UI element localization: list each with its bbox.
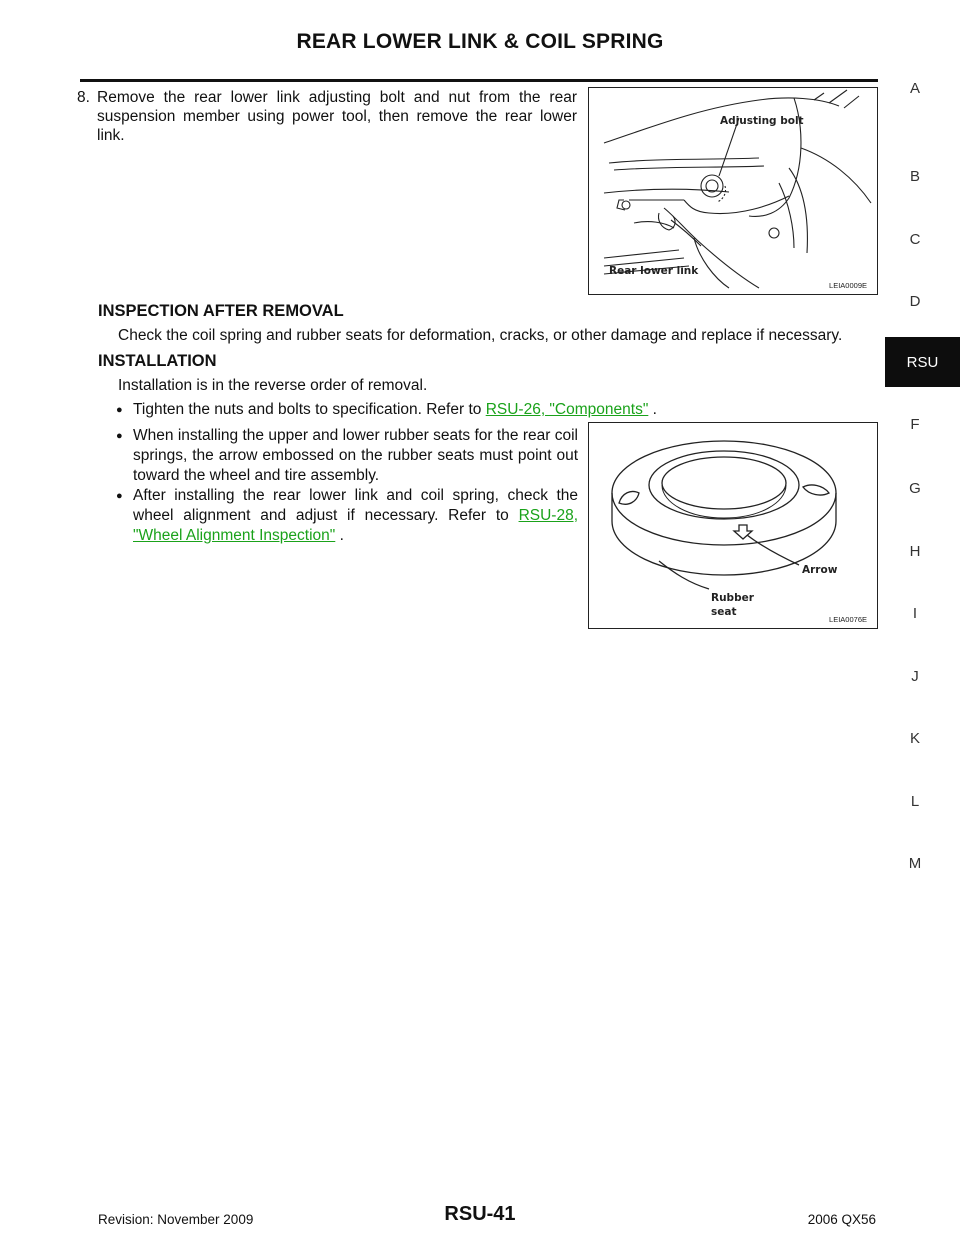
index-letter-a[interactable]: A — [909, 80, 920, 97]
link-rsu-28-wheel-alignment[interactable]: RSU-28, "Wheel Alignment Inspection" — [133, 507, 578, 544]
figure-adjusting-bolt — [588, 87, 878, 295]
index-letter-g[interactable]: G — [909, 480, 921, 497]
index-letter-m[interactable]: M — [908, 855, 922, 872]
index-letter-b[interactable]: B — [909, 168, 920, 185]
label-arrow: Arrow — [802, 564, 838, 576]
step-number: 8. — [77, 89, 90, 106]
step-8 — [77, 88, 577, 145]
heading-installation: INSTALLATION — [98, 352, 217, 370]
section-index — [880, 0, 960, 1242]
rubber-seat-illustration — [589, 423, 876, 627]
adjusting-bolt-illustration — [589, 88, 876, 293]
bullet-tighten: ● Tighten the nuts and bolts to specification. Refer to RSU-26, "Components" . — [116, 401, 657, 418]
figure-code: LEIA0076E — [829, 615, 867, 624]
label-rear-lower-link: Rear lower link — [609, 265, 699, 277]
step-text: Remove the rear lower link adjusting bolt and nut from the rear suspension member using power tool, then remove the rear lower link. — [97, 89, 577, 144]
label-seat: seat — [711, 606, 737, 618]
link-rsu-26-components[interactable]: RSU-26, "Components" — [485, 401, 649, 418]
bullet-alignment: ● After installing the rear lower link and coil spring, check the wheel alignment and adjust if necessary. Refer to RSU-28, "Wheel Alignment Inspection" . — [116, 487, 578, 544]
index-letter-i[interactable]: I — [912, 605, 918, 622]
page-title: REAR LOWER LINK & COIL SPRING — [296, 30, 664, 53]
index-letter-c[interactable]: C — [909, 231, 921, 248]
figure-code: LEIA0009E — [829, 281, 867, 290]
figure-rubber-seat — [588, 422, 878, 629]
bullet-icon: ● — [116, 430, 123, 442]
bullet-icon: ● — [116, 404, 123, 416]
footer-model: 2006 QX56 — [807, 1212, 876, 1227]
title-rule — [80, 79, 878, 82]
footer-page-number: RSU-41 — [444, 1203, 516, 1225]
label-adjusting-bolt: Adjusting bolt — [720, 115, 804, 127]
installation-intro: Installation is in the reverse order of removal. — [118, 377, 428, 394]
index-tab-rsu[interactable]: RSU — [885, 337, 960, 387]
footer-revision: Revision: November 2009 — [98, 1212, 254, 1227]
index-letter-h[interactable]: H — [909, 543, 921, 560]
heading-inspection: INSPECTION AFTER REMOVAL — [98, 302, 344, 320]
index-letter-k[interactable]: K — [909, 730, 920, 747]
bullet-icon: ● — [116, 490, 123, 502]
index-letter-l[interactable]: L — [910, 793, 920, 810]
index-letter-d[interactable]: D — [909, 293, 921, 310]
index-letter-j[interactable]: J — [911, 668, 919, 685]
index-letter-f[interactable]: F — [910, 416, 920, 433]
bullet-rubber-seats: ● When installing the upper and lower rubber seats for the rear coil springs, the arrow embossed on the rubber seats must point out toward the wheel and tire assembly. — [116, 427, 578, 484]
label-rubber: Rubber — [711, 592, 754, 604]
inspection-text: Check the coil spring and rubber seats for deformation, cracks, or other damage and replace if necessary. — [118, 327, 843, 344]
